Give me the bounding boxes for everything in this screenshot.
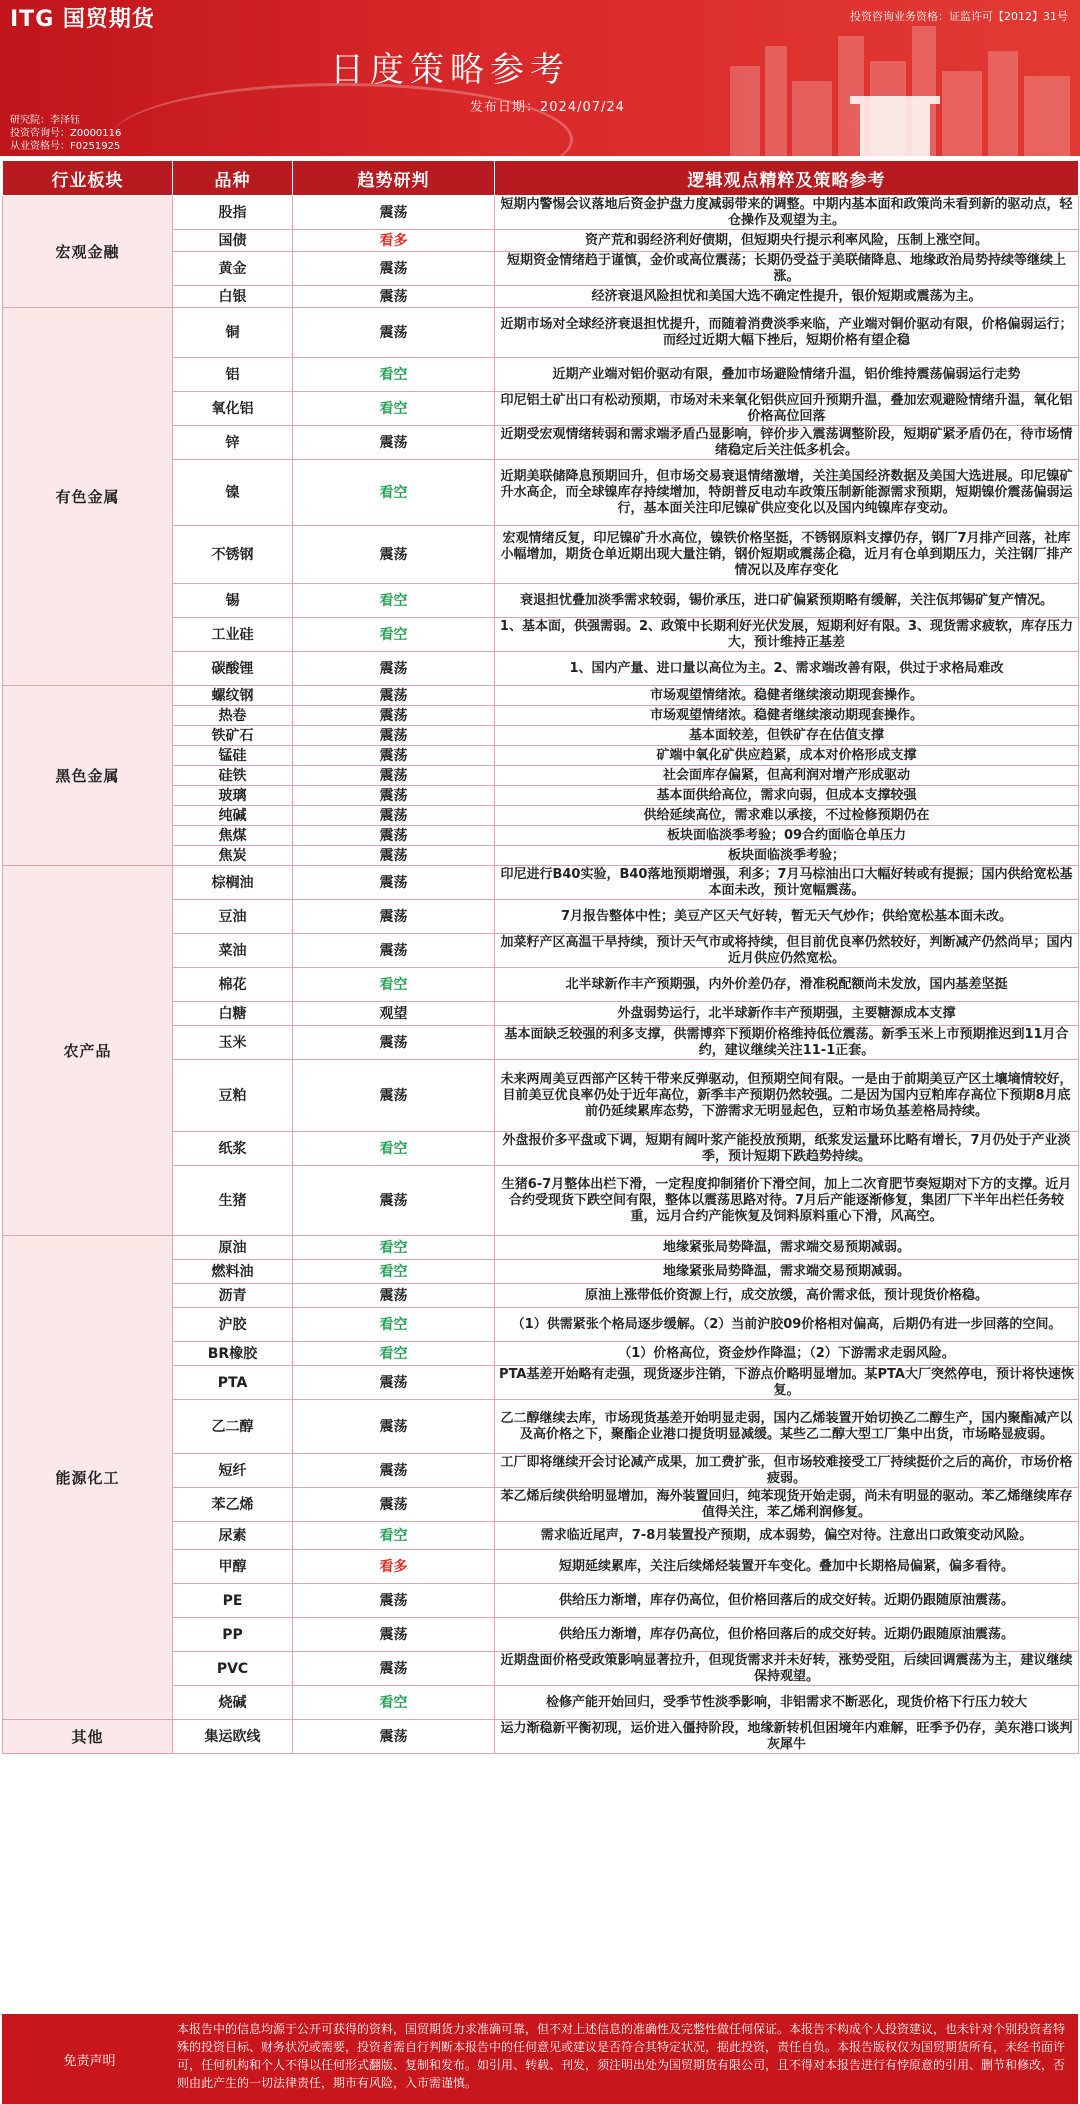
variety-cell: 焦炭 [173,846,293,866]
variety-cell: 锌 [173,426,293,460]
trend-cell: 看空 [293,1342,495,1366]
report-header [0,0,1080,156]
publish-date: 发布日期：2024/07/24 [470,100,625,115]
variety-cell: PE [173,1584,293,1618]
variety-cell: 铝 [173,358,293,392]
variety-cell: 沪胶 [173,1308,293,1342]
logic-cell: 运力渐稳新平衡初现，运价进入僵持阶段，地缘新转机但困境年内难解，旺季予仍存，美东港口谈判灰犀牛 [495,1720,1079,1754]
logic-cell: 加菜籽产区高温干旱持续，预计天气市或将持续，但目前优良率仍然较好，判断减产仍然尚早；国内近月供应仍然宽松。 [495,934,1079,968]
logic-cell: 社会面库存偏紧，但高利润对增产形成驱动 [495,766,1079,786]
variety-cell: 沥青 [173,1284,293,1308]
column-header-variety: 品种 [173,161,293,196]
trend-cell: 震荡 [293,652,495,686]
variety-cell: 镍 [173,460,293,526]
logic-cell: 生猪6-7月整体出栏下滑，一定程度抑制猪价下滑空间，加上二次育肥节奏短期对下方的支撑。近月合约受现货下跌空间有限，整体以震荡思路对待。7月后产能逐渐修复，集团厂下半年出栏任务较重，远月合约产能恢复及饲料原料重心下滑，风高空。 [495,1166,1079,1236]
variety-cell: 原油 [173,1236,293,1260]
trend-cell: 看空 [293,968,495,1002]
variety-cell: 集运欧线 [173,1720,293,1754]
logic-cell: 板块面临淡季考验； [495,846,1079,866]
variety-cell: 锡 [173,584,293,618]
variety-cell: 纯碱 [173,806,293,826]
logic-cell: 外盘弱势运行，北半球新作丰产预期强，主要糖源成本支撑 [495,1002,1079,1026]
variety-cell: 尿素 [173,1522,293,1550]
variety-cell: 生猪 [173,1166,293,1236]
variety-cell: 硅铁 [173,766,293,786]
variety-cell: 纸浆 [173,1132,293,1166]
trend-cell: 震荡 [293,1026,495,1060]
trend-cell: 看空 [293,460,495,526]
table-row [3,1720,1079,1754]
analyst-line: 投资咨询号：Z0000116 [10,128,122,139]
logic-cell: 印尼铝土矿出口有松动预期，市场对未来氧化铝供应回升预期升温，叠加宏观避险情绪升温，氧化铝价格高位回落 [495,392,1079,426]
trend-cell: 震荡 [293,252,495,286]
variety-cell: PP [173,1618,293,1652]
variety-cell: 焦煤 [173,826,293,846]
variety-cell: 燃料油 [173,1260,293,1284]
variety-cell: PTA [173,1366,293,1400]
trend-cell: 震荡 [293,1166,495,1236]
trend-cell: 看空 [293,392,495,426]
logic-cell: 近期市场对全球经济衰退担忧提升，而随着消费淡季来临，产业端对铜价驱动有限，价格偏弱运行；而经过近期大幅下挫后，短期价格有望企稳 [495,308,1079,358]
logic-cell: 供给压力渐增，库存仍高位，但价格回落后的成交好转。近期仍跟随原油震荡。 [495,1618,1079,1652]
trend-cell: 看空 [293,1686,495,1720]
logic-cell: 经济衰退风险担忧和美国大选不确定性提升，银价短期或震荡为主。 [495,286,1079,308]
variety-cell: 甲醇 [173,1550,293,1584]
table-row [3,686,1079,706]
variety-cell: 苯乙烯 [173,1488,293,1522]
logic-cell: 1、基本面，供强需弱。2、政策中长期利好光伏发展，短期利好有限。3、现货需求疲软，库存压力大，预计维持正基差 [495,618,1079,652]
logic-cell: 乙二醇继续去库，市场现货基差开始明显走弱，国内乙烯装置开始切换乙二醇生产，国内聚酯减产以及高价格之下，聚酯企业港口提货明显减缓。某些乙二醇大型工厂集中出货，市场略显疲弱。 [495,1400,1079,1454]
trend-cell: 震荡 [293,1060,495,1132]
variety-cell: 不锈钢 [173,526,293,584]
logic-cell: 市场观望情绪浓。稳健者继续滚动期现套操作。 [495,686,1079,706]
disclaimer-block [2,2014,1078,2104]
trend-cell: 震荡 [293,308,495,358]
decorative-swirl [110,83,573,156]
trend-cell: 看空 [293,1260,495,1284]
table-row [3,308,1079,358]
variety-cell: 短纤 [173,1454,293,1488]
variety-cell: 乙二醇 [173,1400,293,1454]
logic-cell: 短期延续累库，关注后续烯烃装置开车变化。叠加中长期格局偏紧，偏多看待。 [495,1550,1079,1584]
disclaimer-text: 本报告中的信息均源于公开可获得的资料，国贸期货力求准确可靠，但不对上述信息的准确性及完整性做任何保证。本报告不构成个人投资建议，也未针对个别投资者特殊的投资目标、财务状况或需要，投资者需自行判断本报告中的任何意见或建议是否符合其特定状况，据此投资，责任自负。本报告版权仅为国贸期货所有，未经书面许可，任何机构和个人不得以任何形式翻版、复制和发布。如引用、转载、刊发，须注明出处为国贸期货有限公司，且不得对本报告进行有悖原意的引用、删节和修改，否则由此产生的一切法律责任，期市有风险，入市需谨慎。 [177,2022,1066,2090]
trend-cell: 震荡 [293,196,495,230]
trend-cell: 震荡 [293,726,495,746]
trend-cell: 看空 [293,584,495,618]
logic-cell: 未来两周美豆西部产区转干带来反弹驱动，但预期空间有限。一是由于前期美豆产区土壤墒情较好，目前美豆优良率仍处于近年高位，新季丰产预期仍然较强。二是因为国内豆粕库存高位下预期8月底前仍延续累库态势，下游需求无明显起色，豆粕市场负基差格局持续。 [495,1060,1079,1132]
variety-cell: 铜 [173,308,293,358]
sector-cell: 能源化工 [3,1236,173,1720]
logic-cell: 基本面供给高位，需求向弱，但成本支撑较强 [495,786,1079,806]
logic-cell: 7月报告整体中性；美豆产区天气好转，暂无天气炒作；供给宽松基本面未改。 [495,900,1079,934]
trend-cell: 震荡 [293,1284,495,1308]
logic-cell: 地缘紧张局势降温，需求端交易预期减弱。 [495,1260,1079,1284]
variety-cell: 碳酸锂 [173,652,293,686]
logic-cell: 短期资金情绪趋于谨慎，金价或高位震荡；长期仍受益于美联储降息、地缘政治局势持续等继续上涨。 [495,252,1079,286]
trend-cell: 看空 [293,1132,495,1166]
logic-cell: 外盘报价多平盘或下调，短期有阔叶浆产能投放预期，纸浆发运量环比略有增长，7月仍处于产业淡季，预计短期下跌趋势持续。 [495,1132,1079,1166]
logic-cell: 需求临近尾声，7-8月装置投产预期，成本弱势，偏空对待。注意出口政策变动风险。 [495,1522,1079,1550]
column-header-sector: 行业板块 [3,161,173,196]
trend-cell: 看空 [293,1236,495,1260]
variety-cell: 棉花 [173,968,293,1002]
trend-cell: 看空 [293,1308,495,1342]
logic-cell: 市场观望情绪浓。稳健者继续滚动期现套操作。 [495,706,1079,726]
logic-cell: 资产荒和弱经济利好债期，但短期央行提示利率风险，压制上涨空间。 [495,230,1079,252]
disclaimer-label: 免责声明 [63,2053,116,2069]
variety-cell: BR橡胶 [173,1342,293,1366]
logic-cell: 检修产能开始回归，受季节性淡季影响，非铝需求不断恶化，现货价格下行压力较大 [495,1686,1079,1720]
variety-cell: 豆粕 [173,1060,293,1132]
trend-cell: 震荡 [293,900,495,934]
logic-cell: 近期美联储降息预期回升，但市场交易衰退情绪激增，关注美国经济数据及美国大选进展。印尼镍矿升水高企，而全球镍库存持续增加，特朗普反电动车政策压制新能源需求预期，短期镍价震荡偏弱运行，基本面关注印尼镍矿供应变化以及国内纯镍库存变动。 [495,460,1079,526]
logic-cell: 基本面较差，但铁矿存在估值支撑 [495,726,1079,746]
analyst-info [10,114,121,153]
variety-cell: 白银 [173,286,293,308]
logic-cell: 北半球新作丰产预期强，内外价差仍存，滑准税配额尚未发放，国内基差坚挺 [495,968,1079,1002]
trend-cell: 震荡 [293,806,495,826]
sector-cell: 农产品 [3,866,173,1236]
logic-cell: 基本面缺乏较强的利多支撑，供需博弈下预期价格维持低位震荡。新季玉米上市预期推迟到11月合约，建议继续关注11-1正套。 [495,1026,1079,1060]
table-row [3,866,1079,900]
trend-cell: 震荡 [293,1488,495,1522]
analyst-line: 研究院：李泽钰 [10,115,80,126]
variety-cell: 螺纹钢 [173,686,293,706]
sector-cell: 黑色金属 [3,686,173,866]
column-header-logic: 逻辑观点精粹及策略参考 [495,161,1079,196]
variety-cell: 氧化铝 [173,392,293,426]
company-logo: ITG 国贸期货 [10,7,155,32]
trend-cell: 震荡 [293,1584,495,1618]
strategy-table [2,160,1079,1754]
logic-cell: 板块面临淡季考验；09合约面临仓单压力 [495,826,1079,846]
trend-cell: 震荡 [293,786,495,806]
logic-cell: 苯乙烯后续供给明显增加，海外装置回归，纯苯现货开始走弱，尚未有明显的驱动。苯乙烯继续库存值得关注，苯乙烯利润修复。 [495,1488,1079,1522]
logic-cell: 工厂即将继续开会讨论减产成果，加工费扩张，但市场较难接受工厂持续挺价之后的高价，市场价格疲弱。 [495,1454,1079,1488]
trend-cell: 震荡 [293,286,495,308]
logic-cell: 宏观情绪反复，印尼镍矿升水高位，镍铁价格坚挺，不锈钢原料支撑仍存，钢厂7月排产回落，社库小幅增加，期货仓单近期出现大量注销，钢价短期或震荡企稳，近月有仓单到期压力，关注钢厂排产情况以及库存变化 [495,526,1079,584]
trend-cell: 震荡 [293,826,495,846]
trend-cell: 看空 [293,1522,495,1550]
trend-cell: 看空 [293,358,495,392]
trend-cell: 震荡 [293,526,495,584]
logic-cell: PTA基差开始略有走强，现货逐步注销，下游点价略明显增加。某PTA大厂突然停电，预计将快速恢复。 [495,1366,1079,1400]
logic-cell: 衰退担忧叠加淡季需求较弱，锡价承压，进口矿偏紧预期略有缓解，关注佤邦锡矿复产情况。 [495,584,1079,618]
trend-cell: 震荡 [293,1366,495,1400]
trend-cell: 震荡 [293,1720,495,1754]
sector-cell: 有色金属 [3,308,173,686]
sector-cell: 其他 [3,1720,173,1754]
column-header-trend: 趋势研判 [293,161,495,196]
trend-cell: 震荡 [293,1618,495,1652]
trend-cell: 震荡 [293,1454,495,1488]
trend-cell: 震荡 [293,706,495,726]
trend-cell: 震荡 [293,746,495,766]
logic-cell: 1、国内产量、进口量以高位为主。2、需求端改善有限，供过于求格局难改 [495,652,1079,686]
variety-cell: 股指 [173,196,293,230]
variety-cell: 豆油 [173,900,293,934]
trend-cell: 观望 [293,1002,495,1026]
table-body [3,196,1079,1754]
logic-cell: 供给延续高位，需求难以承接，不过检修预期仍在 [495,806,1079,826]
trend-cell: 看多 [293,1550,495,1584]
table-row [3,196,1079,230]
variety-cell: 菜油 [173,934,293,968]
variety-cell: 热卷 [173,706,293,726]
trend-cell: 震荡 [293,1652,495,1686]
logic-cell: 矿端中氧化矿供应趋紧，成本对价格形成支撑 [495,746,1079,766]
logic-cell: 地缘紧张局势降温，需求端交易预期减弱。 [495,1236,1079,1260]
trend-cell: 震荡 [293,686,495,706]
trend-cell: 震荡 [293,1400,495,1454]
logic-cell: 印尼进行B40实验，B40落地预期增强，利多；7月马棕油出口大幅好转或有提振；国内供给宽松基本面未改，预计宽幅震荡。 [495,866,1079,900]
trend-cell: 震荡 [293,766,495,786]
trend-cell: 震荡 [293,426,495,460]
trend-cell: 看空 [293,618,495,652]
variety-cell: PVC [173,1652,293,1686]
variety-cell: 棕榈油 [173,866,293,900]
variety-cell: 锰硅 [173,746,293,766]
table-row [3,1236,1079,1260]
variety-cell: 铁矿石 [173,726,293,746]
variety-cell: 玻璃 [173,786,293,806]
table-header-row [3,161,1079,196]
variety-cell: 玉米 [173,1026,293,1060]
logic-cell: 供给压力渐增，库存仍高位，但价格回落后的成交好转。近期仍跟随原油震荡。 [495,1584,1079,1618]
logic-cell: （1）价格高位，资金炒作降温；（2）下游需求走弱风险。 [495,1342,1079,1366]
variety-cell: 白糖 [173,1002,293,1026]
sector-cell: 宏观金融 [3,196,173,308]
trend-cell: 震荡 [293,934,495,968]
analyst-line: 从业资格号：F0251925 [10,141,121,152]
logic-cell: 近期受宏观情绪转弱和需求端矛盾凸显影响，锌价步入震荡调整阶段，短期矿紧矛盾仍在，待市场情绪稳定后关注低多机会。 [495,426,1079,460]
trend-cell: 看多 [293,230,495,252]
page-title: 日度策略参考 [330,50,570,90]
logic-cell: 短期内警惕会议落地后资金护盘力度减弱带来的调整。中期内基本面和政策尚未看到新的驱动点，轻仓操作及观望为主。 [495,196,1079,230]
license-text: 投资咨询业务资格：证监许可【2012】31号 [850,10,1068,23]
trend-cell: 震荡 [293,846,495,866]
variety-cell: 国债 [173,230,293,252]
logic-cell: 近期盘面价格受政策影响显著拉升，但现货需求并未好转，涨势受阻，后续回调震荡为主，建议继续保持观望。 [495,1652,1079,1686]
trend-cell: 震荡 [293,866,495,900]
logic-cell: （1）供需紧张个格局逐步缓解。（2）当前沪胶09价格相对偏高，后期仍有进一步回落的空间。 [495,1308,1079,1342]
logic-cell: 原油上涨带低价资源上行，成交放缓，高价需求低，预计现货价格稳。 [495,1284,1079,1308]
logic-cell: 近期产业端对铝价驱动有限，叠加市场避险情绪升温，铝价维持震荡偏弱运行走势 [495,358,1079,392]
variety-cell: 黄金 [173,252,293,286]
variety-cell: 工业硅 [173,618,293,652]
variety-cell: 烧碱 [173,1686,293,1720]
